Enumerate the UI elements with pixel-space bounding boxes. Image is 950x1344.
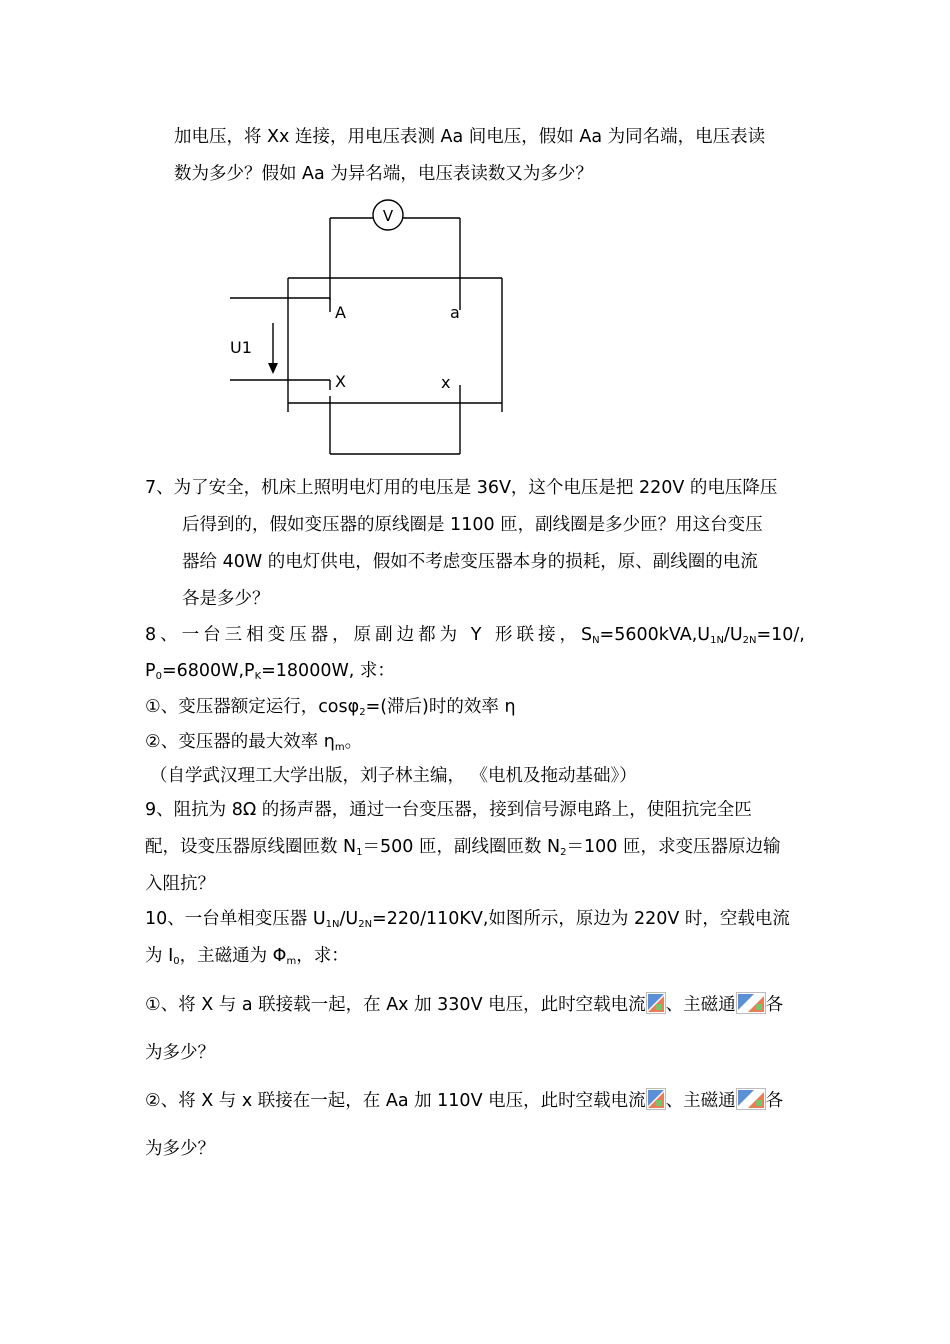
broken-image-icon: [646, 992, 666, 1014]
q8-item-2: ②、变压器的最大效率 $\eta_m$。: [145, 732, 363, 753]
q8-source: （自学武汉理工大学出版，刘子林主编， 《电机及拖动基础》）: [150, 766, 637, 786]
voltmeter-label: V: [382, 207, 394, 225]
q10-item-1: ①、将 X 与 a 联接载一起，在 Ax 加 330V 电压，此时空载电流 、主磁通 各: [145, 992, 783, 1016]
q9-line-2: 配，设变压器原线圈匝数 $N_1=500$ 匝，副线圈匝数 $N_2=100$ 匝，求变压器原边输: [145, 837, 781, 858]
u1-arrow-head: [268, 363, 278, 374]
q7-line-3: 器给 40W 的电灯供电，假如不考虑变压器本身的损耗，原、副线圈的电流: [182, 552, 758, 572]
q10-item-2-tail: 为多少？: [145, 1139, 215, 1159]
q8-line-1: 8、一台三相变压器，原副边都为 Y 形联接，$S_N=5600kVA,U_{1N}/U_{2N}=10/$,: [145, 625, 805, 646]
q8-line-2: $P_0=6800W,P_K=18000W$, 求：: [145, 661, 395, 682]
q10-item-1-tail: 为多少？: [145, 1043, 215, 1063]
q9-line-1: 9、阻抗为 8Ω 的扬声器，通过一台变压器，接到信号源电路上，使阻抗完全匹: [145, 800, 752, 820]
terminal-a-label: a: [450, 303, 460, 322]
q7-line-2: 后得到的，假如变压器的原线圈是 1100 匝，副线圈是多少匝？用这台变压: [182, 515, 763, 535]
terminal-X-label: X: [335, 372, 346, 391]
broken-image-icon: [736, 1088, 766, 1110]
q6-line-2: 数为多少？假如 Aa 为异名端，电压表读数又为多少？: [174, 164, 593, 184]
q10-item-2: ②、将 X 与 x 联接在一起，在 Aa 加 110V 电压，此时空载电流 、主磁通 各: [145, 1088, 783, 1112]
terminal-A-label: A: [335, 303, 346, 322]
broken-image-icon: [736, 992, 766, 1014]
q8-item-1: ①、变压器额定运行，cosφ$_2$=(滞后)时的效率 η: [145, 697, 516, 718]
q6-line-1: 加电压，将 Xx 连接，用电压表测 Aa 间电压，假如 Aa 为同名端，电压表读: [174, 127, 766, 147]
q10-line-1: 10、一台单相变压器 $U_{1N}/U_{2N}=220/110KV$,如图所示，原边为 220V 时，空载电流: [145, 909, 790, 930]
q9-line-3: 入阻抗？: [145, 874, 215, 894]
terminal-x-label: x: [441, 373, 451, 392]
q7-line-1: 7、为了安全，机床上照明电灯用的电压是 36V，这个电压是把 220V 的电压降压: [145, 478, 778, 498]
q10-line-2: 为 $I_0$，主磁通为 $\Phi_m$，求：: [145, 946, 349, 967]
q7-line-4: 各是多少？: [182, 589, 270, 609]
broken-image-icon: [646, 1088, 666, 1110]
u1-label: U1: [230, 338, 252, 357]
